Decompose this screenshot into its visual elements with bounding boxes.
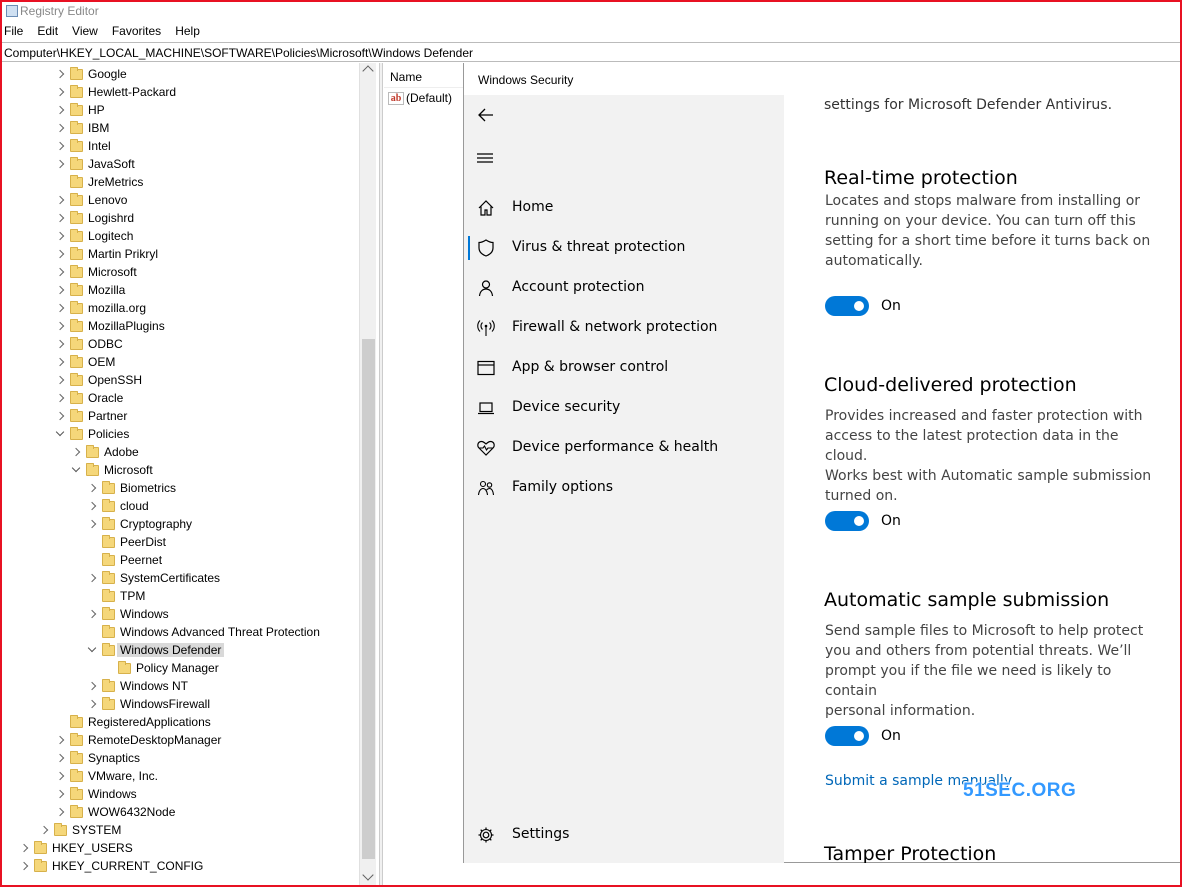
folder-icon [70, 141, 83, 152]
expander-placeholder [102, 662, 114, 674]
chevron-right-icon[interactable] [38, 824, 50, 836]
sample-submission-heading: Automatic sample submission [824, 589, 1110, 611]
folder-icon [34, 861, 47, 872]
tree-node-label: cloud [120, 499, 149, 513]
folder-icon [70, 105, 83, 116]
tree-node[interactable] [54, 209, 134, 227]
tree-node[interactable] [54, 119, 109, 137]
folder-icon [102, 519, 115, 530]
tree-node[interactable] [86, 533, 166, 551]
folder-icon [70, 321, 83, 332]
tree-node-label: Policy Manager [136, 661, 219, 675]
tree-node-label: Windows [88, 787, 137, 801]
tree-node-label: SYSTEM [72, 823, 122, 837]
folder-icon [70, 213, 83, 224]
tree-node-label: Cryptography [120, 517, 193, 531]
registry-editor-icon [6, 5, 18, 17]
tree-node-label: Mozilla [88, 283, 126, 297]
hamburger-menu-icon[interactable] [476, 151, 494, 165]
tree-node[interactable] [54, 353, 115, 371]
nav-account-protection[interactable] [464, 268, 784, 308]
chevron-right-icon[interactable] [86, 500, 98, 512]
tree-node[interactable] [54, 83, 176, 101]
realtime-protection-description [825, 191, 1155, 271]
chevron-right-icon[interactable] [86, 518, 98, 530]
tree-node-label: VMware, Inc. [88, 769, 159, 783]
tree-scrollbar[interactable] [359, 63, 376, 885]
chevron-right-icon[interactable] [86, 482, 98, 494]
registry-tree [2, 63, 378, 885]
folder-icon [54, 825, 67, 836]
chevron-right-icon[interactable] [54, 770, 66, 782]
toggle-state-label: On [881, 513, 901, 529]
realtime-protection-toggle-row [825, 296, 901, 316]
folder-icon [70, 753, 83, 764]
tree-node[interactable] [86, 569, 220, 587]
tree-node[interactable] [54, 317, 165, 335]
tree-node[interactable] [54, 731, 221, 749]
gear-icon [476, 825, 496, 845]
chevron-right-icon[interactable] [54, 338, 66, 350]
value-row[interactable] [388, 91, 452, 105]
nav-label: Firewall & network protection [512, 319, 718, 335]
chevron-right-icon[interactable] [18, 842, 30, 854]
folder-icon [86, 465, 99, 476]
tree-node-label: mozilla.org [88, 301, 147, 315]
tree-node[interactable] [86, 479, 176, 497]
folder-icon [70, 717, 83, 728]
tree-node[interactable] [70, 443, 139, 461]
description-line: you and others from potential threats. We’ll [825, 643, 1132, 659]
chevron-right-icon[interactable] [86, 608, 98, 620]
folder-icon [70, 393, 83, 404]
tree-node[interactable] [86, 623, 320, 641]
tree-node[interactable] [86, 641, 224, 659]
tree-node-label: Logitech [88, 229, 134, 243]
tree-node-label: OEM [88, 355, 116, 369]
folder-icon [70, 231, 83, 242]
menu-bar [2, 22, 1180, 41]
menu-edit[interactable]: Edit [37, 24, 59, 38]
realtime-protection-toggle[interactable] [825, 296, 869, 316]
folder-icon [102, 483, 115, 494]
nav-virus-threat-protection[interactable] [464, 228, 784, 268]
folder-icon [70, 123, 83, 134]
description-line: Provides increased and faster protection with [825, 408, 1143, 424]
tree-node[interactable] [54, 245, 158, 263]
nav-label: Family options [512, 479, 614, 495]
tree-node-label: Biometrics [120, 481, 177, 495]
folder-icon [70, 789, 83, 800]
back-arrow-icon[interactable] [476, 105, 496, 125]
settings-label: Settings [512, 826, 570, 842]
chevron-right-icon[interactable] [54, 806, 66, 818]
description-line: Send sample files to Microsoft to help protect [825, 623, 1144, 639]
tree-node-label: Microsoft [88, 265, 137, 279]
header-divider [384, 87, 464, 88]
tree-node-label: Google [88, 67, 127, 81]
tree-node[interactable] [86, 497, 149, 515]
folder-icon [70, 411, 83, 422]
chevron-right-icon[interactable] [54, 212, 66, 224]
title-bar [2, 2, 1180, 21]
scroll-up-icon[interactable] [362, 65, 373, 76]
folder-icon [70, 159, 83, 170]
tree-node[interactable] [54, 227, 133, 245]
nav-label: Virus & threat protection [512, 239, 686, 255]
tree-node-label: Adobe [104, 445, 139, 459]
sample-submission-description [825, 621, 1155, 721]
folder-icon [70, 249, 83, 260]
expander-placeholder [86, 554, 98, 566]
nav-home[interactable] [464, 188, 784, 228]
nav-settings[interactable] [464, 815, 784, 855]
antenna-icon [476, 318, 496, 338]
toggle-state-label: On [881, 728, 901, 744]
chevron-right-icon[interactable] [86, 698, 98, 710]
tree-node-label: Peernet [120, 553, 163, 567]
folder-icon [70, 195, 83, 206]
tree-node[interactable] [86, 515, 192, 533]
expander-placeholder [54, 176, 66, 188]
menu-favorites[interactable]: Favorites [111, 24, 162, 38]
nav-device-security[interactable] [464, 388, 784, 428]
folder-icon [102, 501, 115, 512]
tree-node[interactable] [54, 299, 146, 317]
description-line: personal information. [825, 703, 976, 719]
menu-file[interactable]: File [4, 24, 24, 38]
expander-placeholder [54, 716, 66, 728]
tree-node[interactable] [54, 425, 129, 443]
tree-node[interactable] [54, 803, 175, 821]
tree-node[interactable] [86, 587, 145, 605]
nav-firewall-network-protection[interactable] [464, 308, 784, 348]
chevron-right-icon[interactable] [54, 392, 66, 404]
windows-security-window [463, 63, 1182, 863]
pane-splitter[interactable] [379, 63, 383, 885]
tree-node-label: SystemCertificates [120, 571, 221, 585]
tree-node-label: WOW6432Node [88, 805, 176, 819]
folder-icon [70, 357, 83, 368]
tree-node-label: Synaptics [88, 751, 141, 765]
tree-node[interactable] [54, 767, 158, 785]
folder-icon [70, 87, 83, 98]
tree-node[interactable] [54, 101, 105, 119]
nav-label: App & browser control [512, 359, 669, 375]
person-icon [476, 278, 496, 298]
cloud-protection-heading: Cloud-delivered protection [824, 374, 1077, 396]
tree-node-label: Policies [88, 427, 130, 441]
chevron-right-icon[interactable] [70, 446, 82, 458]
tree-node[interactable] [86, 551, 162, 569]
chevron-down-icon[interactable] [70, 464, 82, 476]
description-line: prompt you if the file we need is likely to contain [825, 663, 1112, 699]
tree-node[interactable] [38, 821, 121, 839]
chevron-right-icon[interactable] [54, 68, 66, 80]
cloud-protection-description [825, 406, 1155, 506]
expander-placeholder [86, 536, 98, 548]
windows-security-title: Windows Security [478, 73, 574, 87]
chevron-right-icon[interactable] [18, 860, 30, 872]
chevron-right-icon[interactable] [86, 680, 98, 692]
menu-view[interactable]: View [72, 24, 98, 38]
folder-icon [70, 429, 83, 440]
nav-label: Account protection [512, 279, 645, 295]
home-icon [476, 198, 496, 218]
family-icon [476, 478, 496, 498]
chevron-right-icon[interactable] [54, 158, 66, 170]
tree-node-label: Windows Advanced Threat Protection [120, 625, 320, 639]
tree-node-label: ODBC [88, 337, 123, 351]
shield-icon [476, 238, 496, 258]
chevron-right-icon[interactable] [54, 104, 66, 116]
browser-window-icon [476, 358, 496, 378]
folder-icon [70, 177, 83, 188]
nav-label: Device performance & health [512, 439, 719, 455]
folder-icon [70, 375, 83, 386]
folder-icon [70, 303, 83, 314]
tree-node-label: MozillaPlugins [88, 319, 165, 333]
tree-node[interactable] [54, 749, 140, 767]
scroll-thumb[interactable] [362, 339, 375, 859]
tree-node[interactable] [86, 605, 169, 623]
tree-node-label: Windows [120, 607, 169, 621]
tree-node-label: OpenSSH [88, 373, 143, 387]
submit-sample-link[interactable]: Submit a sample manually [825, 773, 1013, 789]
nav-family-options[interactable] [464, 468, 784, 508]
description-line: access to the latest protection data in the cloud. [825, 428, 1119, 464]
chevron-right-icon[interactable] [54, 194, 66, 206]
window-title: Registry Editor [20, 4, 99, 18]
description-line: running on your device. You can turn off this [825, 213, 1136, 229]
chevron-right-icon[interactable] [54, 752, 66, 764]
tree-node-label: Lenovo [88, 193, 128, 207]
tree-node[interactable] [54, 137, 111, 155]
chevron-down-icon[interactable] [86, 644, 98, 656]
description-line: Works best with Automatic sample submission [825, 468, 1152, 484]
intro-text: settings for Microsoft Defender Antivirus. [824, 97, 1113, 113]
tree-node[interactable] [102, 659, 219, 677]
tree-node[interactable] [54, 65, 127, 83]
tree-node-label: IBM [88, 121, 110, 135]
tree-node-label: Hewlett-Packard [88, 85, 177, 99]
folder-icon [102, 699, 115, 710]
chevron-right-icon[interactable] [54, 122, 66, 134]
folder-icon [102, 591, 115, 602]
value-name: (Default) [406, 91, 453, 105]
toggle-state-label: On [881, 298, 901, 314]
tree-node[interactable] [54, 785, 137, 803]
tree-node[interactable] [86, 695, 210, 713]
tree-node[interactable] [86, 677, 188, 695]
heart-pulse-icon [476, 438, 496, 458]
chevron-right-icon[interactable] [86, 572, 98, 584]
sample-submission-toggle[interactable] [825, 726, 869, 746]
menu-help[interactable]: Help [175, 24, 200, 38]
folder-icon [102, 537, 115, 548]
cloud-protection-toggle[interactable] [825, 511, 869, 531]
security-nav [464, 95, 784, 863]
laptop-icon [476, 398, 496, 418]
column-header-name[interactable]: Name [390, 70, 423, 84]
watermark: 51SEC.ORG [963, 780, 1077, 801]
chevron-down-icon[interactable] [54, 428, 66, 440]
tree-node-label: HP [88, 103, 105, 117]
folder-icon [70, 267, 83, 278]
description-line: turned on. [825, 488, 898, 504]
tree-node-label: Intel [88, 139, 111, 153]
cloud-protection-toggle-row [825, 511, 901, 531]
tree-node-label: Windows Defender [117, 643, 224, 657]
description-line: Locates and stops malware from installing or [825, 193, 1141, 209]
tree-node[interactable] [54, 155, 135, 173]
description-line: automatically. [825, 253, 923, 269]
folder-icon [34, 843, 47, 854]
tree-node-label: RegisteredApplications [88, 715, 211, 729]
chevron-right-icon[interactable] [54, 788, 66, 800]
security-content [784, 95, 1182, 863]
folder-icon [102, 555, 115, 566]
tree-node-label: Oracle [88, 391, 124, 405]
tree-node-label: TPM [120, 589, 146, 603]
tree-node-label: RemoteDesktopManager [88, 733, 222, 747]
tree-node[interactable] [54, 407, 127, 425]
chevron-right-icon[interactable] [54, 266, 66, 278]
tree-node[interactable] [54, 173, 143, 191]
tree-node[interactable] [54, 713, 211, 731]
folder-icon [118, 663, 131, 674]
tree-node[interactable] [54, 263, 137, 281]
realtime-protection-heading: Real-time protection [824, 167, 1018, 189]
chevron-right-icon[interactable] [54, 86, 66, 98]
nav-device-performance-health[interactable] [464, 428, 784, 468]
chevron-right-icon[interactable] [54, 734, 66, 746]
tree-node[interactable] [70, 461, 153, 479]
folder-icon [70, 69, 83, 80]
folder-icon [102, 627, 115, 638]
expander-placeholder [86, 590, 98, 602]
folder-icon [70, 339, 83, 350]
description-line: setting for a short time before it turns back on [825, 233, 1151, 249]
values-pane [384, 63, 464, 885]
string-value-icon: ab [388, 92, 404, 105]
tree-node-label: Martin Prikryl [88, 247, 159, 261]
tree-node[interactable] [54, 389, 123, 407]
tree-node-label: Microsoft [104, 463, 153, 477]
tree-node[interactable] [18, 839, 133, 857]
tamper-protection-heading: Tamper Protection [824, 843, 997, 863]
folder-icon [70, 807, 83, 818]
chevron-right-icon[interactable] [54, 230, 66, 242]
tree-node[interactable] [54, 191, 127, 209]
tree-node[interactable] [18, 857, 203, 875]
sample-submission-toggle-row [825, 726, 901, 746]
tree-node-label: HKEY_USERS [52, 841, 133, 855]
expander-placeholder [86, 626, 98, 638]
folder-icon [102, 573, 115, 584]
nav-label: Device security [512, 399, 621, 415]
folder-icon [102, 681, 115, 692]
folder-icon [70, 771, 83, 782]
chevron-right-icon[interactable] [54, 248, 66, 260]
tree-node[interactable] [54, 281, 125, 299]
tree-node-label: WindowsFirewall [120, 697, 211, 711]
chevron-right-icon[interactable] [54, 356, 66, 368]
tree-node-label: Partner [88, 409, 128, 423]
tree-node-label: JavaSoft [88, 157, 135, 171]
folder-icon [102, 609, 115, 620]
address-bar[interactable]: Computer\HKEY_LOCAL_MACHINE\SOFTWARE\Policies\Microsoft\Windows Defender [2, 42, 1180, 62]
tree-node-label: PeerDist [120, 535, 167, 549]
folder-icon [102, 645, 115, 656]
chevron-right-icon[interactable] [54, 302, 66, 314]
tree-node[interactable] [54, 371, 142, 389]
nav-app-browser-control[interactable] [464, 348, 784, 388]
tree-node[interactable] [54, 335, 123, 353]
nav-label: Home [512, 199, 554, 215]
chevron-right-icon[interactable] [54, 410, 66, 422]
tree-node-label: JreMetrics [88, 175, 144, 189]
tree-node-label: Logishrd [88, 211, 135, 225]
folder-icon [70, 735, 83, 746]
folder-icon [70, 285, 83, 296]
chevron-right-icon[interactable] [54, 320, 66, 332]
tree-node-label: HKEY_CURRENT_CONFIG [52, 859, 204, 873]
tree-node-label: Windows NT [120, 679, 189, 693]
folder-icon [86, 447, 99, 458]
chevron-right-icon[interactable] [54, 374, 66, 386]
chevron-right-icon[interactable] [54, 284, 66, 296]
scroll-down-icon[interactable] [362, 869, 373, 880]
chevron-right-icon[interactable] [54, 140, 66, 152]
